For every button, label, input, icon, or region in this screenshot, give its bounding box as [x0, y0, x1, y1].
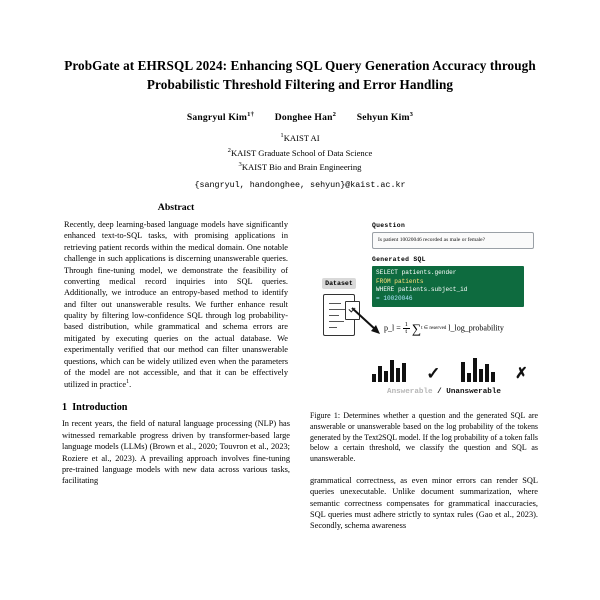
affiliation-2-mark: 2 [227, 146, 231, 154]
author-1-marks: 1† [247, 111, 255, 119]
formula-frac-bot: t [405, 327, 408, 335]
bars-left [372, 356, 406, 382]
abstract-heading: Abstract [157, 202, 195, 213]
affiliation-3-text: KAIST Bio and Brain Engineering [241, 162, 362, 173]
formula-term: l_log_probability [448, 323, 504, 333]
left-column [62, 202, 290, 532]
verdict-unanswerable: Unanswerable [446, 388, 501, 396]
formula-sum-symbol: ∑ [411, 320, 422, 336]
introduction-number: 1 [62, 402, 68, 414]
figure-verdict-labels [350, 388, 538, 396]
author-list [62, 111, 538, 123]
figure-question-text: Is patient 10020046 recorded as male or female? [372, 232, 534, 249]
figure-sql-code [372, 266, 524, 307]
formula-frac-top: 1 [404, 321, 408, 328]
author-2-name: Donghee Han [274, 112, 333, 124]
verdict-answerable: Answerable [387, 388, 433, 396]
figure-caption-number: Figure 1: [310, 411, 341, 420]
author-2-marks: 2 [332, 111, 337, 119]
affiliation-1 [62, 131, 538, 145]
affiliation-3-mark: 3 [238, 161, 242, 169]
author-1 [187, 111, 254, 123]
sql-line-4: = 10020046 [376, 294, 413, 302]
author-emails: {sangryul, handonghee, sehyun}@kaist.ac.kr [194, 179, 406, 190]
affiliation-1-mark: 1 [280, 132, 284, 140]
introduction-title: Introduction [72, 402, 128, 414]
abstract-text: Recently, deep learning-based language models have significantly enhanced text-to-SQL tasks, with promising applications in retrieving patient records within the medical domain. One notable challenge in such applications is discerning unanswerable queries. Through fine-tuning model, we demonstrate the feasibility of converting medical record inquiries into SQL queries. Additionally, we introduce an entropy-based method to identify and filter out unanswerable results. We further enhance result quality by filtering low-confidence SQL through log probability-based distribution, while grammatical and schema errors are mitigated by executing queries on the actual database. We experimentally verified that our method can filter unanswerable questions, which can be widely utilized even when the parameters of the model are not accessible, and that it can be effectively utilized in practice$^1$. [64, 220, 288, 390]
sql-line-2: FROM patients [376, 277, 424, 285]
author-3-marks: 3 [409, 111, 414, 119]
figure-sql-block [372, 256, 524, 307]
right-column-paragraph: grammatical correctness, as even minor errors can render SQL queries unexecutable. Unlike document summarization, where semantic correctness compensates for grammatical inaccuracies, SQL queries must adhere strictly to syntax rules (Gao et al., 2023). Secondly, schema awareness [310, 475, 538, 531]
title-block [0, 0, 600, 190]
affiliation-2-text: KAIST Graduate School of Data Science [230, 147, 373, 158]
figure-question-label: Question [372, 222, 406, 229]
introduction-heading [62, 402, 290, 413]
sql-line-3: WHERE patients.subject_id [376, 286, 468, 294]
affiliation-2 [62, 146, 538, 160]
formula-lhs: p_l = [384, 323, 401, 333]
author-3-name: Sehyun Kim [356, 112, 410, 124]
figure-verdict-icons [362, 356, 538, 382]
author-2 [275, 111, 336, 123]
figure-1-graphic [310, 210, 538, 405]
cross-icon: ✗ [515, 366, 528, 382]
introduction-paragraph: In recent years, the field of natural language processing (NLP) has witnessed remarkable progress driven by transformer-based large language models (LLMs) (Brown et al., 2020; Touvron et al., 2023; Roziere et al., 2023). A prevailing approach involves fine-tuning pre-trained language models with new data across various tasks, facilitating [62, 419, 290, 486]
bars-right [461, 356, 495, 382]
right-column [310, 202, 538, 532]
verdict-separator: / [437, 388, 442, 396]
figure-formula [384, 322, 504, 336]
author-1-name: Sangryul Kim [186, 112, 248, 124]
abstract-body: Recently, deep learning-based language models have significantly enhanced text-to-SQL tasks, with promising applications in retrieving patient records within the medical domain. One notable challenge in such applications is discerning unanswerable queries. Through fine-tuning model, we demonstrate the feasibility of converting medical record inquiries into SQL queries. Additionally, we introduce an entropy-based method to identify and filter out unanswerable results. We further enhance result quality by filtering low-confidence SQL through log probability-based distribution, while grammatical and schema errors are mitigated by executing queries on the actual database. We experimentally verified that our method can filter unanswerable questions, which can be widely utilized even when the parameters of the model are not accessible, and that it can be effectively utilized in practice [64, 220, 288, 390]
figure-caption-text: Determines whether a question and the generated SQL are answerable or unanswerable based on the log probability of the tokens generated by the Text2SQL model. If the log probability of a token falls below a certain threshold, we classify the question and SQL as unanswerable. [310, 411, 538, 463]
check-icon: ✓ [426, 364, 441, 383]
author-3 [357, 111, 413, 123]
formula-fraction [403, 322, 410, 336]
figure-dataset-label: Dataset [322, 278, 356, 289]
arrow-icon [350, 306, 384, 340]
figure-sql-label: Generated SQL [372, 256, 426, 263]
abstract-footnote-marker: 1 [126, 379, 130, 386]
page-title: ProbGate at EHRSQL 2024: Enhancing SQL Query Generation Accuracy through Probabilistic Threshold Filtering and Error Handling [64, 58, 536, 93]
affiliation-1-text: KAIST AI [283, 133, 320, 144]
formula-sum-subscript: t ∈ reserved [421, 326, 447, 332]
two-column-body [62, 202, 538, 532]
affiliation-3 [62, 160, 538, 174]
affiliation-list [62, 131, 538, 174]
figure-question-block [372, 222, 534, 249]
sql-line-1: SELECT patients.gender [376, 269, 457, 276]
figure-caption [310, 411, 538, 465]
